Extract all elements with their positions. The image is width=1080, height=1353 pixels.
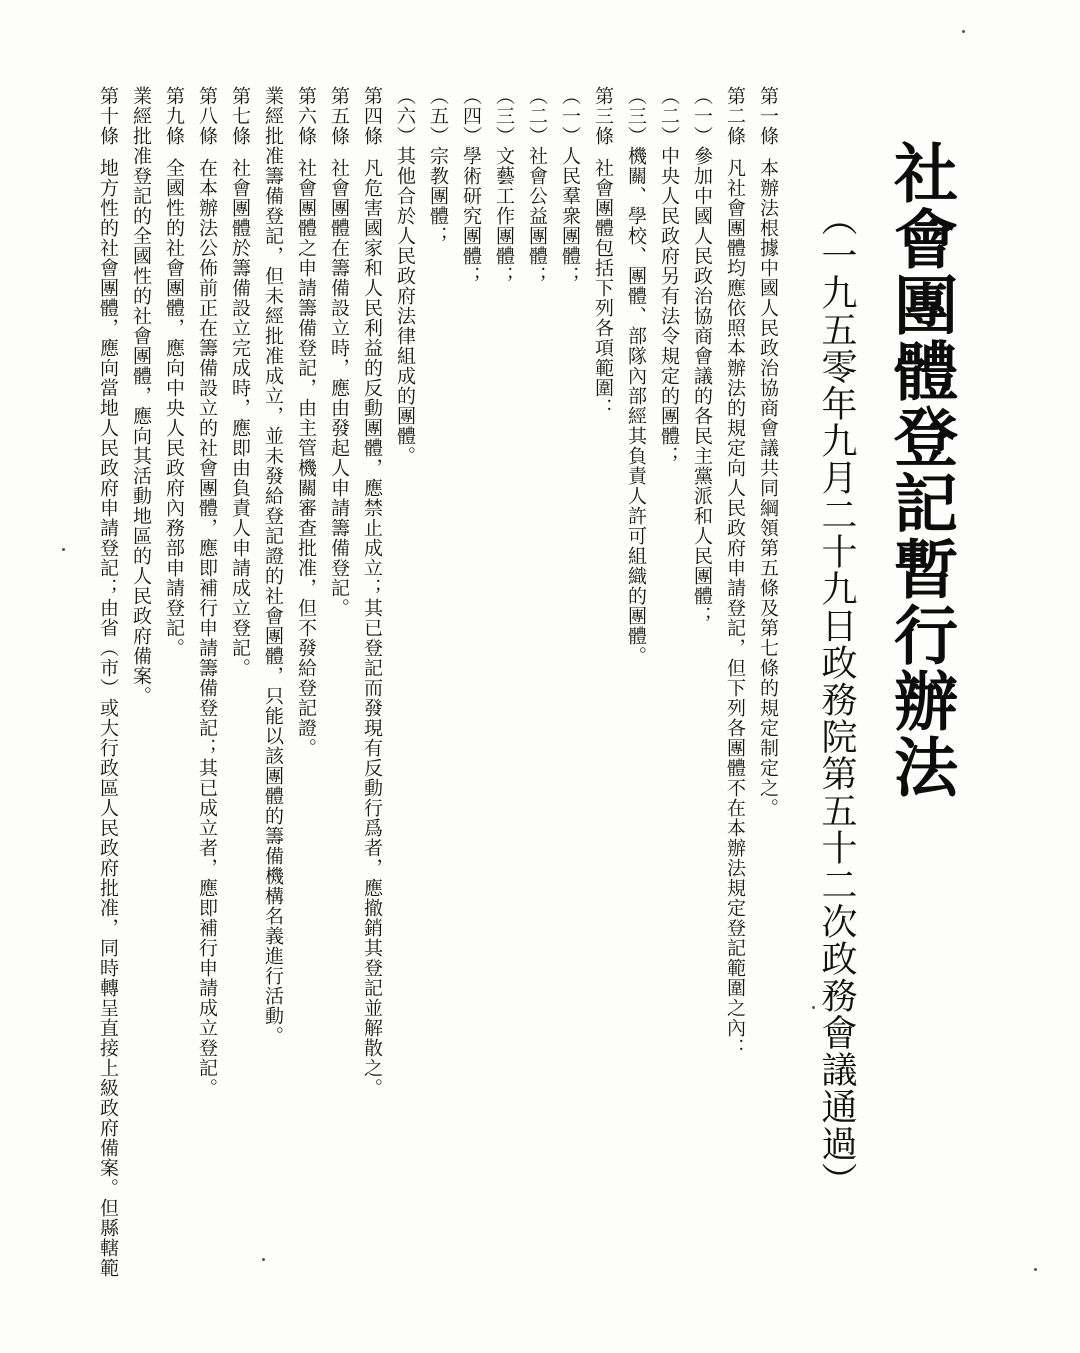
item-text: （五）宗教團體； — [427, 86, 449, 246]
scan-speck — [262, 1258, 265, 1261]
article-label: 第六條 — [295, 86, 317, 146]
item-text: （二）中央人民政府另有法令規定的團體； — [658, 86, 680, 466]
article-text: 業經批准籌備登記，但未經批准成立，並未發給登記證的社會團體，只能以該團體的籌備機構名義進行活動。 — [262, 86, 284, 1046]
article-4 — [362, 86, 381, 1098]
article-9 — [164, 86, 183, 658]
article-10 — [98, 86, 117, 1278]
article-label: 第十條 — [97, 86, 119, 146]
scan-speck — [62, 548, 65, 551]
item-text: （一）人民羣衆團體； — [559, 86, 581, 286]
document-subtitle: （一九五零年九月二十九日政務院第五十二次政務會議通過） — [816, 200, 857, 1199]
article-label: 第八條 — [196, 86, 218, 146]
article-label: 第五條 — [328, 86, 350, 146]
item-text: （六）其他合於人民政府法律組成的團體。 — [394, 86, 416, 466]
article-text: 社會團體包括下列各項範圍： — [592, 158, 614, 418]
article-label: 第四條 — [361, 86, 383, 146]
article-8 — [197, 86, 216, 1098]
article-text: 地方性的社會團體，應向當地人民政府申請登記；由省（市）或大行政區人民政府批准，同時轉呈直接上級政府備案。但縣轄範 — [97, 158, 119, 1278]
item-text: （一）參加中國人民政治協商會議的各民主黨派和人民團體； — [691, 86, 713, 626]
article-text: 社會團體之申請籌備登記，由主管機關審查批准，但不發給登記證。 — [295, 158, 317, 758]
document-title: 社會團體登記暫行辦法 — [883, 140, 958, 800]
article-label: 第三條 — [592, 86, 614, 146]
exclusion-item — [659, 86, 678, 466]
exclusion-item — [692, 86, 711, 626]
article-7 — [230, 86, 249, 678]
item-text: （二）社會公益團體； — [526, 86, 548, 286]
category-item — [395, 86, 414, 466]
article-label: 第九條 — [163, 86, 185, 146]
item-text: （四）學術研究團體； — [460, 86, 482, 286]
article-text: 凡危害國家和人民利益的反動團體，應禁止成立；其已登記而發現有反動行爲者，應撤銷其登記並解散之。 — [361, 158, 383, 1098]
article-3 — [593, 86, 612, 418]
exclusion-item — [626, 86, 645, 666]
scan-speck — [962, 30, 965, 33]
article-6 — [296, 86, 315, 758]
article-text: 社會團體於籌備設立完成時，應即由負責人申請成立登記。 — [229, 158, 251, 678]
article-text: 在本辦法公佈前正在籌備設立的社會團體，應即補行申請籌備登記；其已成立者，應即補行申請成立登記。 — [196, 158, 218, 1098]
item-text: （三）文藝工作團體； — [493, 86, 515, 286]
article-label: 第二條 — [724, 86, 746, 146]
article-label: 第七條 — [229, 86, 251, 146]
article-2 — [725, 86, 744, 1058]
category-item — [428, 86, 447, 246]
category-item — [494, 86, 513, 286]
article-text: 全國性的社會團體，應向中央人民政府內務部申請登記。 — [163, 158, 185, 658]
article-text: 業經批准登記的全國性的社會團體，應向其活動地區的人民政府備案。 — [130, 86, 152, 706]
scan-speck — [1034, 1268, 1037, 1271]
scan-speck — [812, 1006, 815, 1009]
category-item — [560, 86, 579, 286]
article-5 — [329, 86, 348, 618]
category-item — [461, 86, 480, 286]
category-item — [527, 86, 546, 286]
article-continuation — [131, 86, 150, 706]
article-text: 凡社會團體均應依照本辦法的規定向人民政府申請登記，但下列各團體不在本辦法規定登記範圍之內： — [724, 158, 746, 1058]
article-1 — [758, 86, 777, 818]
article-label: 第一條 — [757, 86, 779, 146]
article-text: 本辦法根據中國人民政治協商會議共同綱領第五條及第七條的規定制定之。 — [757, 158, 779, 818]
article-text: 社會團體在籌備設立時，應由發起人申請籌備登記。 — [328, 158, 350, 618]
article-continuation — [263, 86, 282, 1046]
item-text: （三）機關、學校、團體、部隊內部經其負責人許可組織的團體。 — [625, 86, 647, 666]
